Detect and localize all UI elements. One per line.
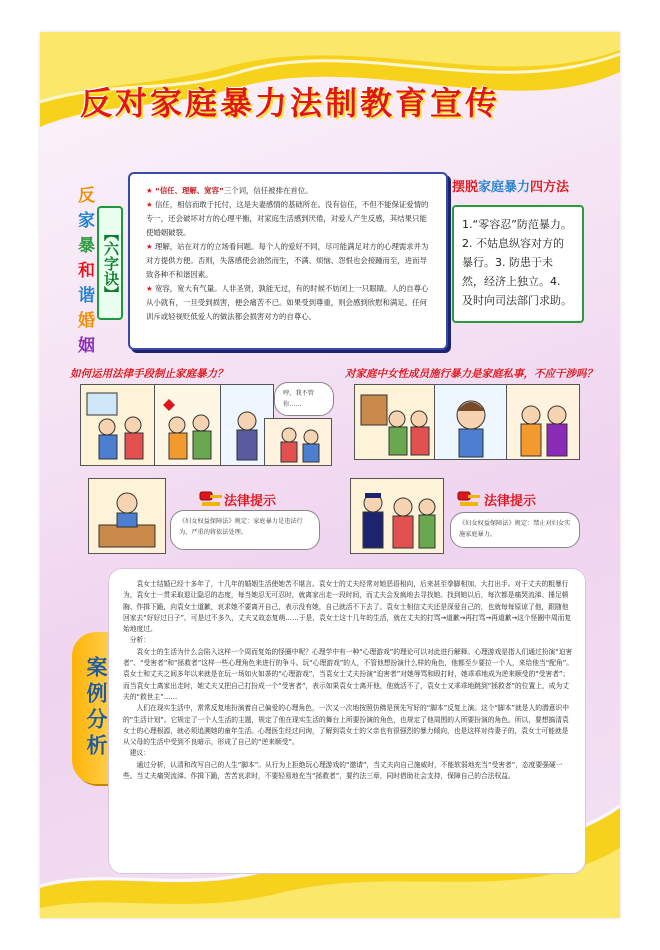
comic-illustration [265, 419, 331, 465]
speech-bubble: 哼，我不管你…… [274, 382, 334, 416]
poster-title: 反对家庭暴力法制教育宣传 [79, 84, 500, 122]
star-icon: ★ [146, 284, 155, 293]
heading-char: 暴 [74, 235, 94, 254]
section-title-legal-means: 如何运用法律手段制止家庭暴力？ [70, 368, 228, 380]
methods-title: 摆脱家庭暴力四方法 [452, 180, 570, 195]
star-icon: ★ [146, 186, 155, 195]
case-paragraph: 袁女士结婚已经十多年了，十几年的婚姻生活使她苦不堪言。袁女士的丈夫经常对她恶语相向，后来甚至拳脚相加，大打出手。对于丈夫的粗暴行为，袁女士一贯采取退让隐忍的态度，每当她忍无可忍时，就离家出走一段时间，而丈夫会发疯地去寻找她。找到她以后，每次都是痛哭流涕、捶足顿胸、作揖下跪，向袁女士道歉，哀求她不要离开自己，表示没有她，自己就活不下去了。袁女士相信丈夫还是深爱自己的，也就每每原谅了他，跟随他回家去“好好过日子”。可是过不多久，丈夫又故态复萌……于是，袁女士这十几年的生活，就在丈夫的打骂→道歉→再打骂→再道歉→这个怪圈中周而复始地度过。 [123, 580, 572, 634]
gavel-icon [456, 488, 482, 508]
case-analysis-text [108, 568, 586, 874]
comic-illustration [355, 385, 435, 459]
heading-char: 反 [74, 186, 94, 204]
principle-text: 理解，站在对方的立场看问题。每个人的爱好不同，尽可能满足对方的心理需求并为对方提供方便。否则，失落感使会油然而生，不满、烦恼、怨恨也会接踵而至，进而导致各种不和谐因素。 [146, 242, 429, 279]
comic-panel [264, 418, 332, 466]
comic-illustration [89, 479, 165, 553]
comic-illustration [155, 385, 221, 465]
speech-bubble: 《妇女权益保障法》规定：家庭暴力是违法行为，严重的将依法处理。 [170, 510, 320, 550]
principle-text: 三个词，信任被排在首位。 [223, 186, 313, 195]
principle-text: 信任，相信而敢于托付，这是夫妻感情的基础所在。没有信任，不但不能保证爱情的专一，还会破坏对方的心理平衡，对家庭生活感到厌倦，对爱人产生反感，其结果只能使婚姻破裂。 [146, 200, 429, 237]
case-subheading: 建议： [129, 749, 151, 758]
heading-char: 谐 [74, 285, 94, 304]
case-paragraph: 人们在现实生活中，常常反复地扮演着自己偏爱的心理角色，一次又一次地按照仿佛是预先写好的“脚本”反复上演。这个“脚本”就是人的潜意识中的“生活计划”。它规定了一个人生活的主题，规定了他在现实生活的舞台上所要扮演的角色，也规定了他周围的人所要扮演的角色。所以，要想搞清袁女士的心理根源，就必须追溯她的童年生活。心理医生经过问询，了解到袁女士的父亲也有很强烈的暴力倾向，也是这样对待妻子的，袁女士可能就是从父母的生活中受到不良暗示，形成了自己的“逆来顺受”。 [123, 704, 569, 747]
comic-illustration [351, 479, 443, 553]
comic-panel [506, 384, 580, 460]
comic-panel [350, 478, 444, 554]
principle-quote: “信任、理解、宽容” [154, 186, 224, 195]
speech-bubble: 《妇女权益保障法》规定：禁止对妇女实施家庭暴力。 [450, 512, 580, 548]
star-icon: ★ [146, 242, 155, 251]
heading-char: 婚 [74, 310, 94, 329]
principle-item [146, 282, 434, 324]
comic-panel [80, 384, 156, 466]
heading-char: 家 [74, 210, 94, 229]
principle-item [146, 240, 434, 282]
heading-char: 和 [74, 260, 94, 279]
methods-box: 1.“零容忍”防范暴力。2. 不姑息纵容对方的暴行。3. 防患于未然，经济上独立。4. 及时向司法部门求助。 [452, 205, 584, 323]
star-icon: ★ [146, 200, 155, 209]
comic-illustration [81, 385, 155, 465]
comic-panel [154, 384, 222, 466]
gavel-icon [198, 488, 224, 508]
left-vertical-heading [68, 186, 94, 354]
six-character-tag: 【六字诀】 [97, 206, 123, 320]
section-title-private-matter: 对家庭中女性成员施行暴力是家庭私事，不应干涉吗？ [345, 368, 597, 380]
comic-illustration [435, 385, 507, 459]
law-hint-label: 法律提示 [224, 494, 277, 509]
case-paragraph: 通过分析，认清和改写自己的人生“脚本”。从行为上拒绝玩心理游戏的“邀请”，当丈夫向自己施威时，不能软弱地充当“受害者”，态度要强硬一些。当丈夫痛哭流涕、作揖下跪，苦苦哀求时，不要轻易地充当“拯救者”，要约法三章，同时借助社会支持，保障自己的合法权益。 [123, 760, 563, 781]
comic-illustration [507, 385, 579, 459]
case-paragraph: 袁女士的生活为什么会陷入这样一个周而复始的怪圈中呢？心理学中有一种“心理游戏”的理论可以对此进行解释。心理游戏是指人们通过扮演“迫害者”、“受害者”和“拯救者”这样一些心理角色来进行的争斗。玩“心理游戏”的人，不管他想扮演什么样的角色，他都至少要拉一个人，来给他当“配角”。袁女士和丈夫之间多年以来就是在玩一场如火如荼的“心理游戏”，当袁女士丈夫扮演“迫害者”对她辱骂和殴打时，她乖乖地成为逆来顺受的“受害者”；而当袁女士离家出走时，她丈夫又把自己打扮成一个“受害者”，表示如果袁女士离开他，他就活不了，袁女士又乖乖地跳到“拯救者”的位置上，成为丈夫的“救世主”…… [123, 647, 573, 701]
heading-char: 姻 [74, 335, 94, 354]
case-subheading: 分析： [129, 636, 151, 645]
comic-panel [354, 384, 436, 460]
principle-text: 宽容，宽大有气量。人非圣贤，孰能无过，有的时候不妨闭上一只眼睛。人的自尊心从小就有，一旦受到损害，便会痛苦不已。如果受到尊重，则会感到欣慰和满足。任何训斥或轻视贬低爱人的做法都会损害对方的自尊心。 [146, 284, 429, 321]
comic-panel [434, 384, 508, 460]
principle-item [146, 184, 434, 198]
case-analysis-badge: 案例分析 [72, 632, 120, 784]
principle-item [146, 198, 434, 240]
comic-panel [88, 478, 166, 554]
law-hint-label: 法律提示 [484, 494, 537, 509]
principles-scroll [128, 172, 448, 350]
